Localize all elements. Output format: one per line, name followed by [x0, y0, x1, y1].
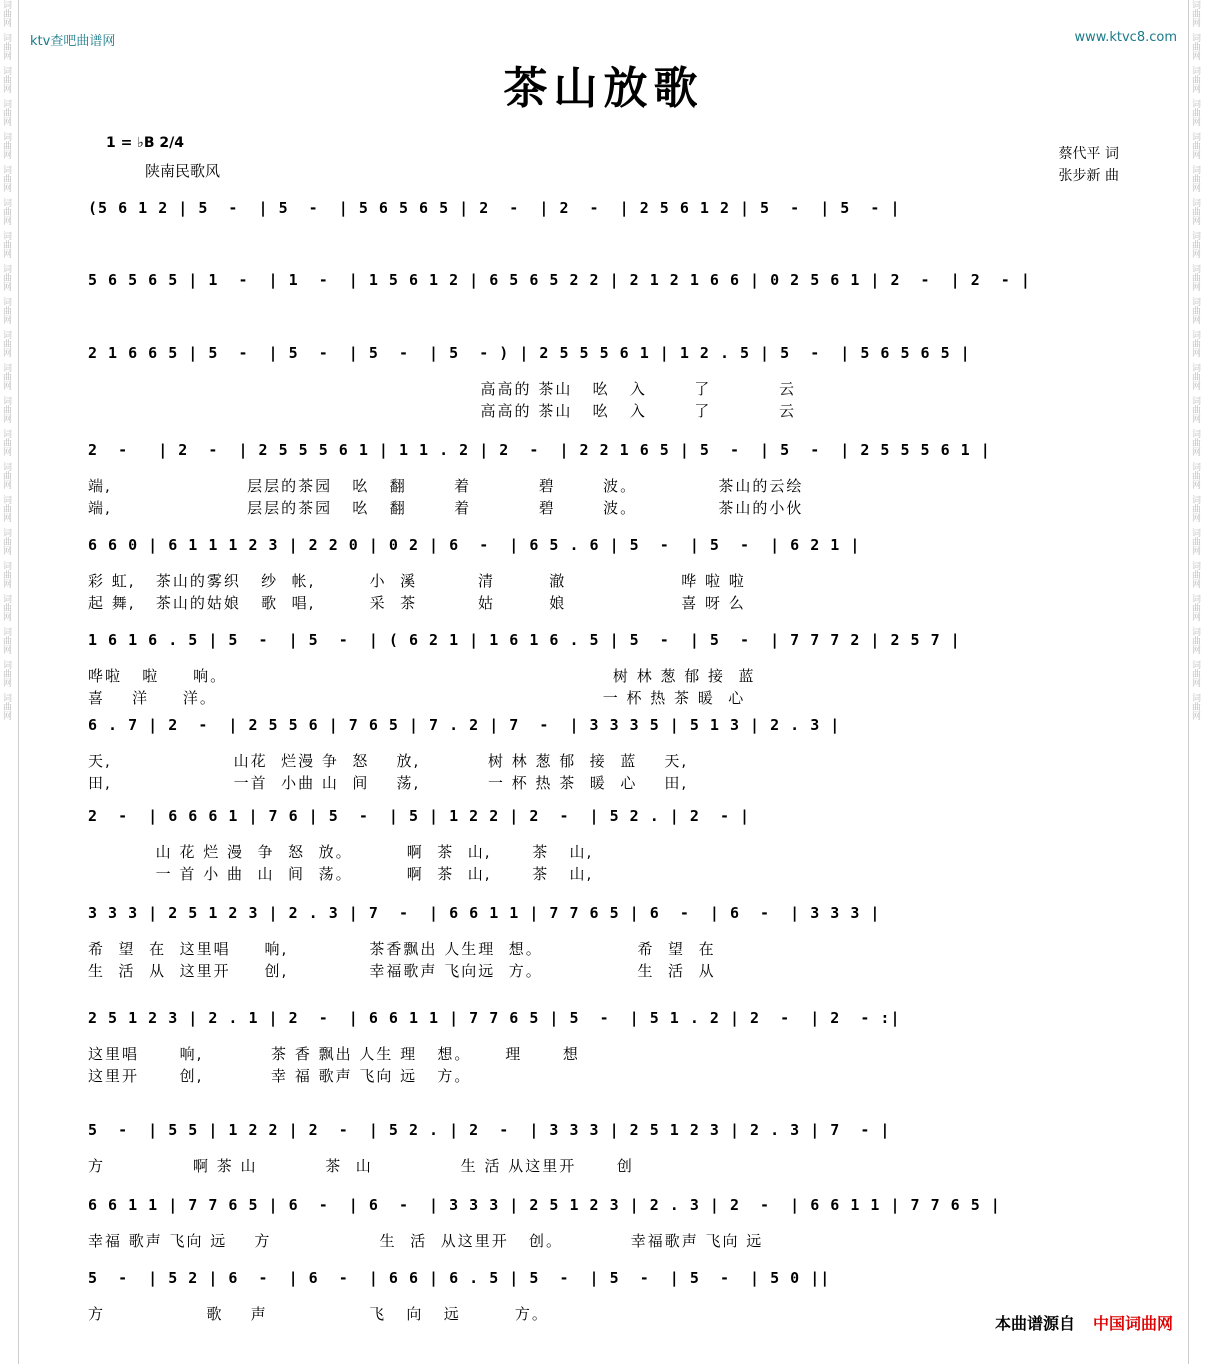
lyric-line: 方 啊 茶 山 茶 山 生 活 从这里开 创	[88, 1157, 634, 1175]
footer-source	[995, 1311, 1173, 1334]
notation-row	[88, 1008, 1120, 1028]
side-watermark-text: 词曲网	[1190, 33, 1200, 60]
side-watermark-text: 词曲网	[1190, 297, 1200, 324]
notation-line: 2 - | 2 - | 2 5 5 5 6 1 | 1 1 . 2 | 2 - | 2 2 1 6 5 | 5 - | 5 - | 2 5 5 5 6 1 |	[88, 441, 991, 459]
side-watermark-text: 词曲网	[1190, 231, 1200, 258]
lyric-line: 田, 一首 小曲 山 间 荡, 一 杯 热 茶 暖 心 田,	[88, 774, 689, 792]
side-watermark-text: 词曲网	[1190, 462, 1200, 489]
notation-line: (5 6 1 2 | 5 - | 5 - | 5 6 5 6 5 | 2 - | 2 - | 2 5 6 1 2 | 5 - | 5 - |	[88, 199, 901, 217]
song-title: 茶山放歌	[503, 63, 704, 114]
side-watermark-text: 词曲网	[1190, 561, 1200, 588]
notation-line: 3 3 3 | 2 5 1 2 3 | 2 . 3 | 7 - | 6 6 1 1 | 7 7 6 5 | 6 - | 6 - | 3 3 3 |	[88, 904, 881, 922]
notation-row	[88, 535, 1120, 555]
lyric-line: 彩 虹, 茶山的雾织 纱 帐, 小 溪 清 澈 哗 啦 啦	[88, 572, 746, 590]
lyric-line: 高高的 茶山 吆 入 了 云	[88, 402, 796, 420]
site-label-right: www.ktvc8.com	[1074, 30, 1177, 45]
lyric-line: 幸福 歌声 飞向 远 方 生 活 从这里开 创。 幸福歌声 飞向 远	[88, 1232, 764, 1250]
notation-row	[88, 1120, 1120, 1140]
lyric-line: 山 花 烂 漫 争 怒 放。 啊 茶 山, 茶 山,	[88, 843, 594, 861]
lyric-line: 喜 洋 洋。 一 杯 热 茶 暖 心	[88, 689, 746, 707]
key-signature: 1 = ♭B 2/4	[106, 135, 184, 151]
notation-row	[88, 806, 1120, 826]
left-watermark-strip	[0, 0, 19, 1364]
notation-line: 2 5 1 2 3 | 2 . 1 | 2 - | 6 6 1 1 | 7 7 6 5 | 5 - | 5 1 . 2 | 2 - | 2 - :|	[88, 1009, 901, 1027]
lyric-line: 生 活 从 这里开 创, 幸福歌声 飞向远 方。 生 活 从	[88, 962, 716, 980]
footer-source-label: 本曲谱源自	[994, 1314, 1075, 1333]
lyric-line: 天, 山花 烂漫 争 怒 放, 树 林 葱 郁 接 蓝 天,	[88, 752, 689, 770]
lyric-line: 这里唱 响, 茶 香 飘出 人生 理 想。 理 想	[88, 1045, 580, 1063]
side-watermark-text: 词曲网	[1190, 594, 1200, 621]
notation-row	[88, 1268, 1120, 1288]
side-watermark-text: 词曲网	[1, 561, 11, 588]
side-watermark-text: 词曲网	[1190, 165, 1200, 192]
notation-row	[88, 715, 1120, 735]
notation-row	[88, 440, 1120, 460]
side-watermark-text: 词曲网	[1, 132, 11, 159]
side-watermark-text: 词曲网	[1, 66, 11, 93]
side-watermark-text: 词曲网	[1190, 66, 1200, 93]
side-watermark-text: 词曲网	[1, 264, 11, 291]
notation-row	[88, 198, 1120, 218]
lyricist-credit: 蔡代平 词	[1058, 146, 1119, 162]
side-watermark-text: 词曲网	[1, 627, 11, 654]
lyric-line: 起 舞, 茶山的姑娘 歌 唱, 采 茶 姑 娘 喜 呀 么	[88, 594, 746, 612]
side-watermark-text: 词曲网	[1, 198, 11, 225]
side-watermark-text: 词曲网	[1, 594, 11, 621]
notation-line: 2 1 6 6 5 | 5 - | 5 - | 5 - | 5 - ) | 2 5 5 5 6 1 | 1 2 . 5 | 5 - | 5 6 5 6 5 |	[88, 344, 971, 362]
side-watermark-text: 词曲网	[1, 99, 11, 126]
lyric-line: 希 望 在 这里唱 响, 茶香飘出 人生理 想。 希 望 在	[88, 940, 716, 958]
side-watermark-text: 词曲网	[1190, 429, 1200, 456]
notation-line: 5 - | 5 5 | 1 2 2 | 2 - | 5 2 . | 2 - | 3 3 3 | 2 5 1 2 3 | 2 . 3 | 7 - |	[88, 1121, 891, 1139]
side-watermark-text: 词曲网	[1, 462, 11, 489]
lyric-line: 方 歌 声 飞 向 远 方。	[88, 1305, 549, 1323]
side-watermark-text: 词曲网	[1190, 495, 1200, 522]
side-watermark-text: 词曲网	[1, 429, 11, 456]
notation-row	[88, 270, 1120, 290]
notation-line: 6 . 7 | 2 - | 2 5 5 6 | 7 6 5 | 7 . 2 | 7 - | 3 3 3 5 | 5 1 3 | 2 . 3 |	[88, 716, 841, 734]
notation-line: 6 6 0 | 6 1 1 1 2 3 | 2 2 0 | 0 2 | 6 - | 6 5 . 6 | 5 - | 5 - | 6 2 1 |	[88, 536, 861, 554]
notation-line: 2 - | 6 6 6 1 | 7 6 | 5 - | 5 | 1 2 2 | 2 - | 5 2 . | 2 - |	[88, 807, 751, 825]
side-watermark-text: 词曲网	[1, 33, 11, 60]
side-watermark-text: 词曲网	[1190, 264, 1200, 291]
side-watermark-text: 词曲网	[1190, 528, 1200, 555]
side-watermark-text: 词曲网	[1, 396, 11, 423]
style-note: 陕南民歌风	[145, 162, 221, 180]
lyric-line: 一 首 小 曲 山 间 荡。 啊 茶 山, 茶 山,	[88, 865, 594, 883]
notation-line: 6 6 1 1 | 7 7 6 5 | 6 - | 6 - | 3 3 3 | 2 5 1 2 3 | 2 . 3 | 2 - | 6 6 1 1 | 7 7 6 5 |	[88, 1196, 1001, 1214]
side-watermark-text: 词曲网	[1190, 363, 1200, 390]
notation-row	[88, 1195, 1120, 1215]
side-watermark-text: 词曲网	[1, 693, 11, 720]
side-watermark-text: 词曲网	[1, 165, 11, 192]
side-watermark-text: 词曲网	[1190, 660, 1200, 687]
side-watermark-text: 词曲网	[1190, 330, 1200, 357]
side-watermark-text: 词曲网	[1190, 198, 1200, 225]
notation-line: 1 6 1 6 . 5 | 5 - | 5 - | ( 6 2 1 | 1 6 1 6 . 5 | 5 - | 5 - | 7 7 7 2 | 2 5 7 |	[88, 631, 961, 649]
site-label-left: ktv查吧曲谱网	[30, 34, 116, 49]
side-watermark-text: 词曲网	[1190, 396, 1200, 423]
side-watermark-text: 词曲网	[1, 363, 11, 390]
notation-line: 5 6 5 6 5 | 1 - | 1 - | 1 5 6 1 2 | 6 5 6 5 2 2 | 2 1 2 1 6 6 | 0 2 5 6 1 | 2 - | 2 - |	[88, 271, 1031, 289]
lyric-line: 端, 层层的茶园 吆 翻 着 碧 波。 茶山的云绘	[88, 477, 804, 495]
side-watermark-text: 词曲网	[1, 495, 11, 522]
notation-row	[88, 343, 1120, 363]
side-watermark-text: 词曲网	[1, 660, 11, 687]
composer-credit: 张步新 曲	[1058, 168, 1119, 184]
side-watermark-text: 词曲网	[1190, 627, 1200, 654]
side-watermark-text: 词曲网	[1, 528, 11, 555]
side-watermark-text: 词曲网	[1190, 132, 1200, 159]
notation-line: 5 - | 5 2 | 6 - | 6 - | 6 6 | 6 . 5 | 5 - | 5 - | 5 - | 5 0 ||	[88, 1269, 831, 1287]
right-watermark-strip	[1188, 0, 1207, 1364]
side-watermark-text: 词曲网	[1190, 99, 1200, 126]
side-watermark-text: 词曲网	[1, 0, 11, 27]
footer-site: 中国词曲网	[1092, 1314, 1173, 1333]
notation-row	[88, 903, 1120, 923]
lyric-line: 高高的 茶山 吆 入 了 云	[88, 380, 796, 398]
side-watermark-text: 词曲网	[1, 231, 11, 258]
notation-row	[88, 630, 1120, 650]
lyric-line: 哗啦 啦 响。 树 林 葱 郁 接 蓝	[88, 667, 756, 685]
side-watermark-text: 词曲网	[1190, 693, 1200, 720]
side-watermark-text: 词曲网	[1190, 0, 1200, 27]
lyric-line: 这里开 创, 幸 福 歌声 飞向 远 方。	[88, 1067, 472, 1085]
side-watermark-text: 词曲网	[1, 330, 11, 357]
side-watermark-text: 词曲网	[1, 297, 11, 324]
lyric-line: 端, 层层的茶园 吆 翻 着 碧 波。 茶山的小伙	[88, 499, 804, 517]
